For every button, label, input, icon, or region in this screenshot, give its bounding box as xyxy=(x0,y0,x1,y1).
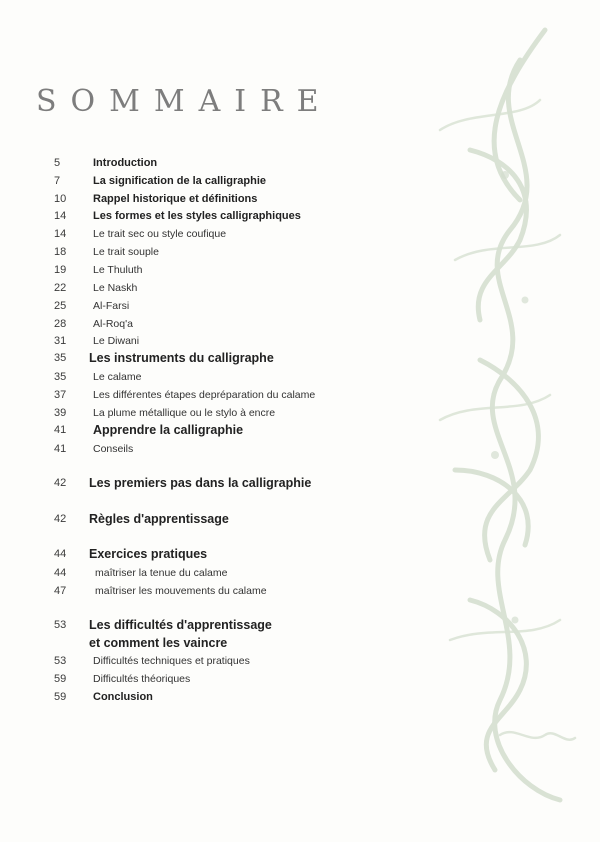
toc-label: Les formes et les styles calligraphiques xyxy=(93,210,301,222)
toc-label: Règles d'apprentissage xyxy=(89,512,229,526)
toc-page-number: 53 xyxy=(54,655,67,667)
toc-entry[interactable] xyxy=(54,440,474,458)
toc-entry[interactable] xyxy=(54,261,474,279)
toc-label: Le trait sec ou style coufique xyxy=(93,228,227,240)
toc-label: Apprendre la calligraphie xyxy=(93,423,244,437)
toc-page-number: 53 xyxy=(54,619,67,631)
toc-page-number: 14 xyxy=(54,210,67,222)
toc-label: Exercices pratiques xyxy=(89,547,208,561)
toc-section[interactable] xyxy=(54,349,474,367)
toc-page-number: 35 xyxy=(54,352,67,364)
toc-entry[interactable] xyxy=(54,564,474,582)
toc-label: Le Thuluth xyxy=(93,264,143,276)
toc-section[interactable] xyxy=(54,510,474,528)
toc-page-number: 14 xyxy=(54,228,67,240)
toc-label: maîtriser les mouvements du calame xyxy=(95,585,267,597)
toc-label: La plume métallique ou le stylo à encre xyxy=(93,407,276,419)
toc-page-number: 10 xyxy=(54,193,67,205)
toc-page-number: 39 xyxy=(54,407,67,419)
toc-page-number: 47 xyxy=(54,585,67,597)
toc-page-number: 31 xyxy=(54,335,67,347)
toc-entry[interactable] xyxy=(54,225,474,243)
toc-page-number: 18 xyxy=(54,246,67,258)
toc-label: Al-Farsi xyxy=(93,300,130,312)
toc-entry[interactable] xyxy=(54,154,474,172)
toc-page-number: 41 xyxy=(54,424,67,436)
toc-page-number: 41 xyxy=(54,443,67,455)
toc-label: Les instruments du calligraphe xyxy=(89,351,274,365)
toc-entry[interactable] xyxy=(54,207,474,225)
toc-label: Conseils xyxy=(93,443,134,455)
toc-page-number: 44 xyxy=(54,567,67,579)
toc-page-number: 22 xyxy=(54,282,67,294)
page-title: SOMMAIRE xyxy=(36,84,333,119)
toc-entry[interactable] xyxy=(54,652,474,670)
toc-entry[interactable] xyxy=(54,172,474,190)
toc-label: Difficultés théoriques xyxy=(93,673,191,685)
toc-section[interactable] xyxy=(54,616,474,634)
toc-label: Le calame xyxy=(93,371,142,383)
toc-label: Al-Roq'a xyxy=(93,318,133,330)
toc-label: Les premiers pas dans la calligraphie xyxy=(89,476,312,490)
toc-label: et comment les vaincre xyxy=(89,636,228,650)
toc-section[interactable] xyxy=(54,474,474,492)
toc-label: Difficultés techniques et pratiques xyxy=(93,655,250,667)
toc-entry[interactable] xyxy=(54,332,474,350)
toc-label: Introduction xyxy=(93,157,158,169)
toc-entry[interactable] xyxy=(54,670,474,688)
toc-entry[interactable] xyxy=(54,315,474,333)
toc-entry[interactable] xyxy=(54,190,474,208)
toc-label: maîtriser la tenue du calame xyxy=(95,567,228,579)
toc-page-number: 25 xyxy=(54,300,67,312)
toc-page-number: 59 xyxy=(54,691,67,703)
toc-page-number: 7 xyxy=(54,175,61,187)
toc-page-number: 59 xyxy=(54,673,67,685)
toc-entry[interactable] xyxy=(54,243,474,261)
toc-entry[interactable] xyxy=(54,368,474,386)
toc-label: Les difficultés d'apprentissage xyxy=(89,618,272,632)
toc-section-continued[interactable] xyxy=(54,634,474,652)
toc-page-number: 35 xyxy=(54,371,67,383)
toc-page-number: 42 xyxy=(54,513,67,525)
toc-entry[interactable] xyxy=(54,279,474,297)
toc-label: Conclusion xyxy=(93,691,153,703)
toc-entry[interactable] xyxy=(54,688,474,706)
toc-entry[interactable] xyxy=(54,582,474,600)
toc-page-number: 5 xyxy=(54,157,61,169)
toc-label: Rappel historique et définitions xyxy=(93,193,258,205)
toc-label: Le Naskh xyxy=(93,282,138,294)
toc-entry[interactable] xyxy=(54,297,474,315)
toc-page-number: 28 xyxy=(54,318,67,330)
toc-entry[interactable] xyxy=(54,404,474,422)
toc-page-number: 19 xyxy=(54,264,67,276)
toc-page-number: 44 xyxy=(54,548,67,560)
toc-section[interactable] xyxy=(54,421,474,439)
toc-label: Les différentes étapes depréparation du calame xyxy=(93,389,316,401)
toc-section[interactable] xyxy=(54,545,474,563)
toc-page-number: 37 xyxy=(54,389,67,401)
toc-entry[interactable] xyxy=(54,386,474,404)
toc-label: Le trait souple xyxy=(93,246,159,258)
toc-label: La signification de la calligraphie xyxy=(93,175,266,187)
toc-page-number: 42 xyxy=(54,477,67,489)
toc-label: Le Diwani xyxy=(93,335,140,347)
